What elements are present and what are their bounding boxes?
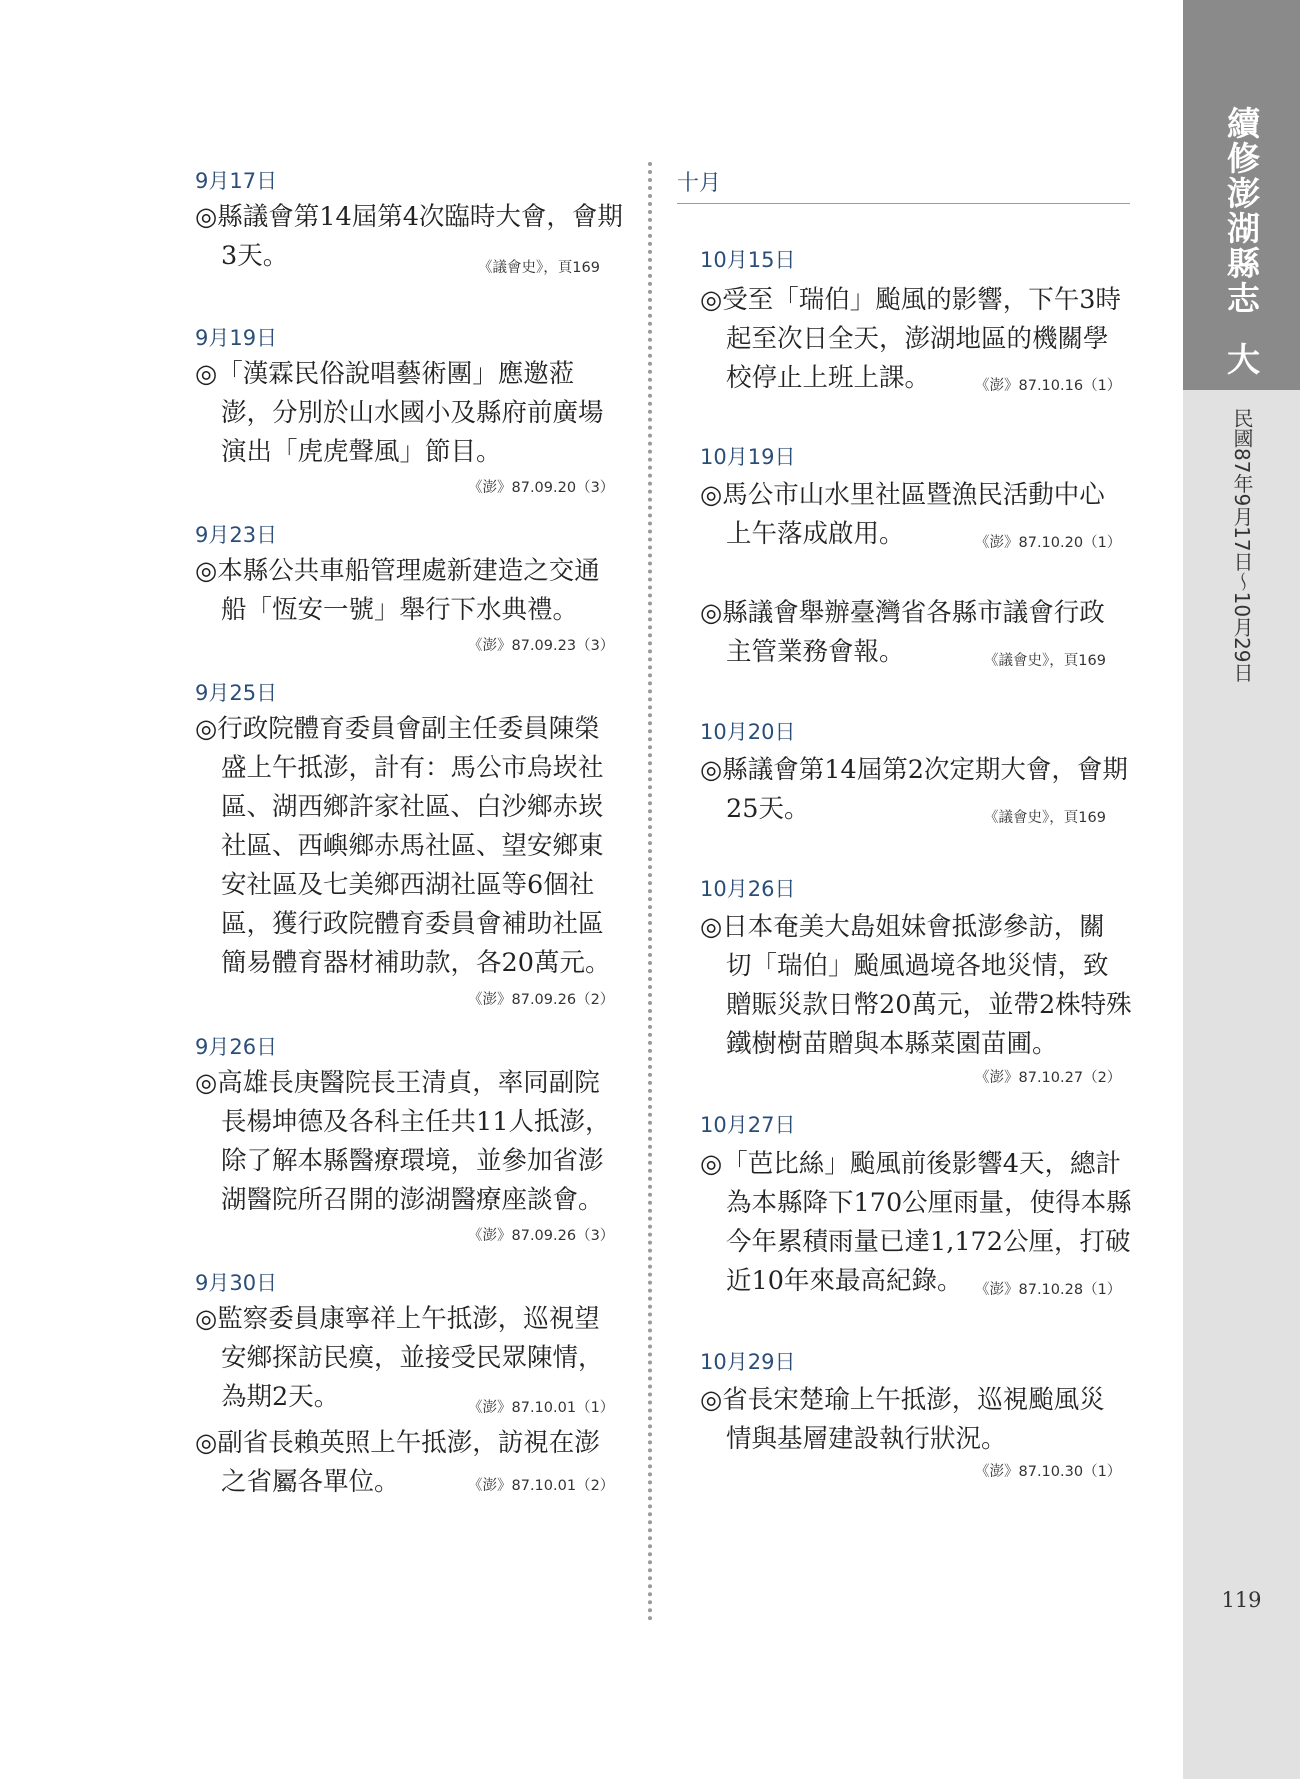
side-tab-title-block bbox=[1105, 0, 1300, 390]
entry-date: 9月17日 bbox=[195, 169, 278, 193]
entry-text: ◎縣議會舉辦臺灣省各縣市議會行政 主管業務會報。 bbox=[700, 598, 1105, 667]
entry-date: 10月27日 bbox=[700, 1113, 796, 1137]
source-citation: 《澎》87.10.16（1） bbox=[975, 378, 1122, 394]
entry-date: 9月30日 bbox=[195, 1271, 278, 1295]
entry-date: 10月26日 bbox=[700, 877, 796, 901]
entry-text: ◎馬公市山水里社區暨漁民活動中心 上午落成啟用。 bbox=[700, 480, 1105, 549]
entry-text: ◎受至「瑞伯」颱風的影響，下午3時 起至次日全天，澎湖地區的機關學 校停止上班上課。 bbox=[700, 285, 1121, 393]
source-citation: 《澎》87.09.23（3） bbox=[468, 638, 615, 654]
month-heading: 十月 bbox=[677, 166, 1130, 204]
entry-text: ◎高雄長庚醫院長王清貞，率同副院 長楊坤德及各科主任共11人抵澎， 除了解本縣醫療環境，並參加省澎 湖醫院所召開的澎湖醫療座談會。 bbox=[195, 1068, 611, 1215]
entry-date: 10月19日 bbox=[700, 445, 796, 469]
entry-text: ◎本縣公共車船管理處新建造之交通 船「恆安一號」舉行下水典禮。 bbox=[195, 556, 600, 625]
side-tab bbox=[1105, 0, 1300, 1779]
entry-text: ◎監察委員康寧祥上午抵澎，巡視望 安鄉探訪民瘼，並接受民眾陳情， 為期2天。 bbox=[195, 1304, 604, 1412]
entry-date: 9月19日 bbox=[195, 326, 278, 350]
entry-date: 9月23日 bbox=[195, 523, 278, 547]
column-divider bbox=[648, 162, 652, 1622]
source-citation: 《議會史》，頁169 bbox=[984, 653, 1106, 669]
entry-text: ◎日本奄美大島姐妹會抵澎參訪，關 切「瑞伯」颱風過境各地災情，致 贈賑災款日幣20萬元，並帶2株特殊 鐵樹樹苗贈與本縣菜園苗圃。 bbox=[700, 912, 1132, 1059]
source-citation: 《澎》87.09.26（2） bbox=[468, 992, 615, 1008]
source-citation: 《澎》87.10.01（2） bbox=[468, 1478, 615, 1494]
book-title-main: 續修澎湖縣志 bbox=[1222, 105, 1261, 316]
source-citation: 《澎》87.09.26（3） bbox=[468, 1228, 615, 1244]
entry-text: ◎副省長賴英照上午抵澎，訪視在澎 之省屬各單位。 bbox=[195, 1428, 600, 1497]
entry-date: 10月29日 bbox=[700, 1350, 796, 1374]
source-citation: 《澎》87.10.28（1） bbox=[975, 1282, 1122, 1298]
entry-text: ◎省長宋楚瑜上午抵澎，巡視颱風災 情與基層建設執行狀況。 bbox=[700, 1385, 1105, 1454]
entry-text: ◎縣議會第14屆第2次定期大會，會期 25天。 bbox=[700, 755, 1128, 824]
source-citation: 《澎》87.09.20（3） bbox=[468, 480, 615, 496]
entry-date: 10月20日 bbox=[700, 720, 796, 744]
entry-date: 10月15日 bbox=[700, 248, 796, 272]
entry-date: 9月26日 bbox=[195, 1035, 278, 1059]
entry-date: 9月25日 bbox=[195, 681, 278, 705]
source-citation: 《議會史》，頁169 bbox=[984, 810, 1106, 826]
page-number: 119 bbox=[1221, 1588, 1262, 1612]
source-citation: 《澎》87.10.30（1） bbox=[975, 1464, 1122, 1480]
entry-text: ◎「漢霖民俗說唱藝術團」應邀蒞 澎，分別於山水國小及縣府前廣場 演出「虎虎聲風」節目。 bbox=[195, 359, 604, 467]
book-title bbox=[1105, 92, 1300, 390]
entry-text: ◎「芭比絲」颱風前後影響4天，總計 為本縣降下170公厘雨量，使得本縣 今年累積雨量已達1,172公厘，打破 近10年來最高紀錄。 bbox=[700, 1149, 1132, 1296]
source-citation: 《議會史》，頁169 bbox=[478, 260, 600, 276]
book-title-section: 大事記 bbox=[1105, 206, 1261, 377]
date-range: 民國87年9月17日～10月29日 bbox=[1230, 408, 1254, 683]
source-citation: 《澎》87.10.27（2） bbox=[975, 1070, 1122, 1086]
source-citation: 《澎》87.10.01（1） bbox=[468, 1400, 615, 1416]
entry-text: ◎縣議會第14屆第4次臨時大會，會期 3天。 bbox=[195, 202, 623, 271]
entry-text: ◎行政院體育委員會副主任委員陳榮 盛上午抵澎，計有：馬公市烏崁社 區、湖西鄉許家社區、白沙鄉赤崁 社區、西嶼鄉赤馬社區、望安鄉東 安社區及七美鄉西湖社區等6個社 區，獲行政院體育委員會補助社區 簡易體育器材補助款，各20萬元。 bbox=[195, 714, 611, 978]
source-citation: 《澎》87.10.20（1） bbox=[975, 535, 1122, 551]
